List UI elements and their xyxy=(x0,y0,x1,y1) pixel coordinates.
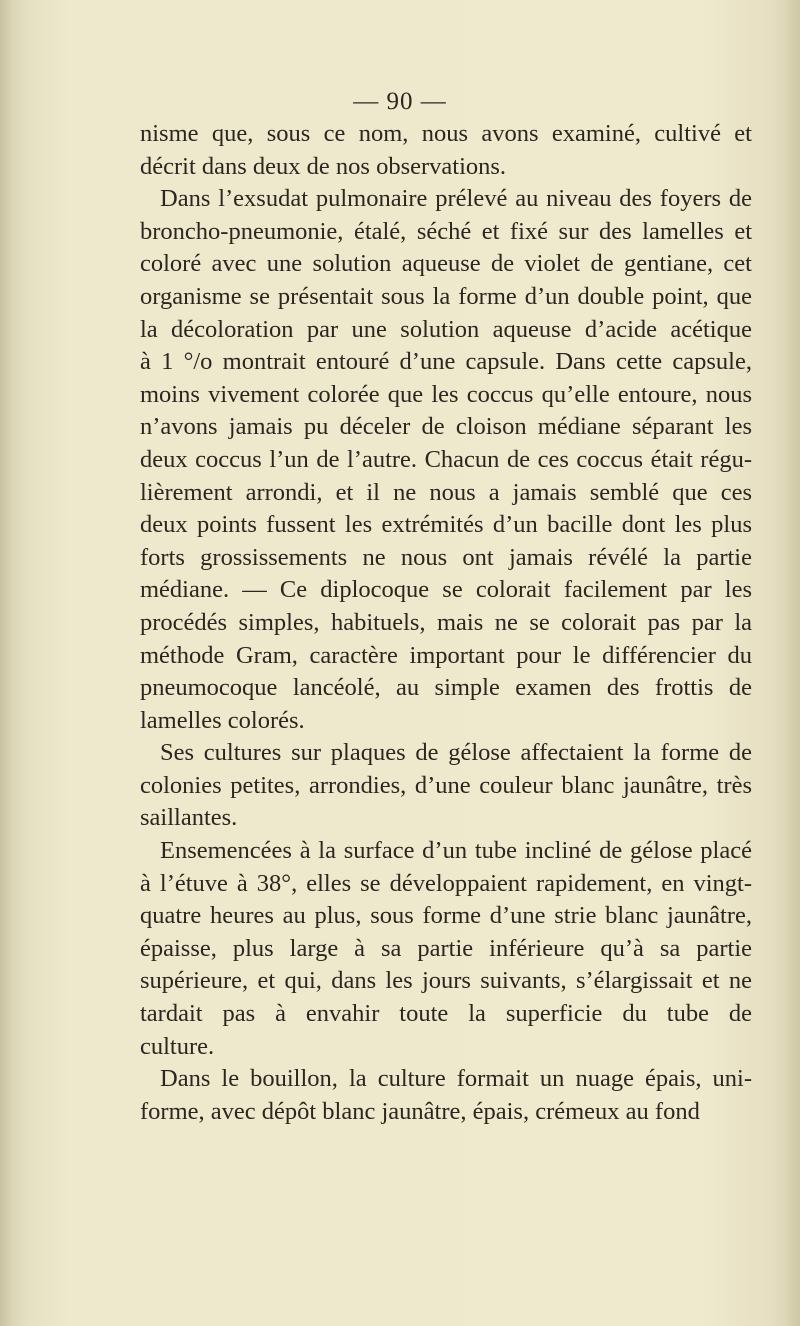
text-line: saillantes. xyxy=(140,804,238,832)
text-line: organisme se présentait sous la forme d’un double point, que xyxy=(140,282,752,310)
text-line: quatre heures au plus, sous forme d’une strie blanc jaunâtre, xyxy=(140,902,752,930)
text-line: Dans l’exsudat pulmonaire prélevé au niveau des foyers de xyxy=(160,185,752,213)
text-line: la décoloration par une solution aqueuse d’acide acétique xyxy=(140,315,752,343)
text-line: broncho-pneumonie, étalé, séché et fixé sur des lamelles et xyxy=(140,217,752,245)
page-number: — 90 — xyxy=(353,88,447,115)
text-line: deux coccus l’un de l’autre. Chacun de ces coccus était régu- xyxy=(140,445,752,473)
text-line: colonies petites, arrondies, d’une couleur blanc jaunâtre, très xyxy=(140,771,752,799)
text-line: décrit dans deux de nos observations. xyxy=(140,152,507,180)
text-line: n’avons jamais pu déceler de cloison médiane séparant les xyxy=(140,413,752,441)
page-binding-edge xyxy=(0,0,22,1326)
text-line: forme, avec dépôt blanc jaunâtre, épais, crémeux au fond xyxy=(140,1097,700,1125)
text-line: méthode Gram, caractère important pour le différencier du xyxy=(140,641,752,669)
text-line: deux points fussent les extrémités d’un bacille dont les plus xyxy=(140,511,752,539)
text-line: supérieure, et qui, dans les jours suivants, s’élargissait et ne xyxy=(140,967,752,995)
text-line: moins vivement colorée que les coccus qu’elle entoure, nous xyxy=(140,380,752,408)
text-line: épaisse, plus large à sa partie inférieure qu’à sa partie xyxy=(140,934,752,962)
page-right-edge xyxy=(786,0,800,1326)
text-line: à l’étuve à 38°, elles se développaient rapidement, en vingt- xyxy=(140,869,752,897)
text-line: Dans le bouillon, la culture formait un nuage épais, uni- xyxy=(160,1065,752,1093)
text-line: pneumocoque lancéolé, au simple examen des frottis de xyxy=(140,674,752,702)
text-line: culture. xyxy=(140,1032,215,1060)
text-line: tardait pas à envahir toute la superficie du tube de xyxy=(140,1000,752,1028)
text-line: Ensemencées à la surface d’un tube incliné de gélose placé xyxy=(160,837,752,865)
text-line: procédés simples, habituels, mais ne se colorait pas par la xyxy=(140,608,752,636)
text-line: coloré avec une solution aqueuse de violet de gentiane, cet xyxy=(140,250,752,278)
text-line: lamelles colorés. xyxy=(140,706,305,734)
text-line: Ses cultures sur plaques de gélose affectaient la forme de xyxy=(160,739,752,767)
text-line: à 1 °/o montrait entouré d’une capsule. Dans cette capsule, xyxy=(140,348,752,376)
body-text xyxy=(140,118,752,1128)
text-line: lièrement arrondi, et il ne nous a jamais semblé que ces xyxy=(140,478,752,506)
text-line: forts grossissements ne nous ont jamais révélé la partie xyxy=(140,543,752,571)
text-line: nisme que, sous ce nom, nous avons examiné, cultivé et xyxy=(140,120,752,147)
text-line: médiane. — Ce diplocoque se colorait facilement par les xyxy=(140,576,752,604)
